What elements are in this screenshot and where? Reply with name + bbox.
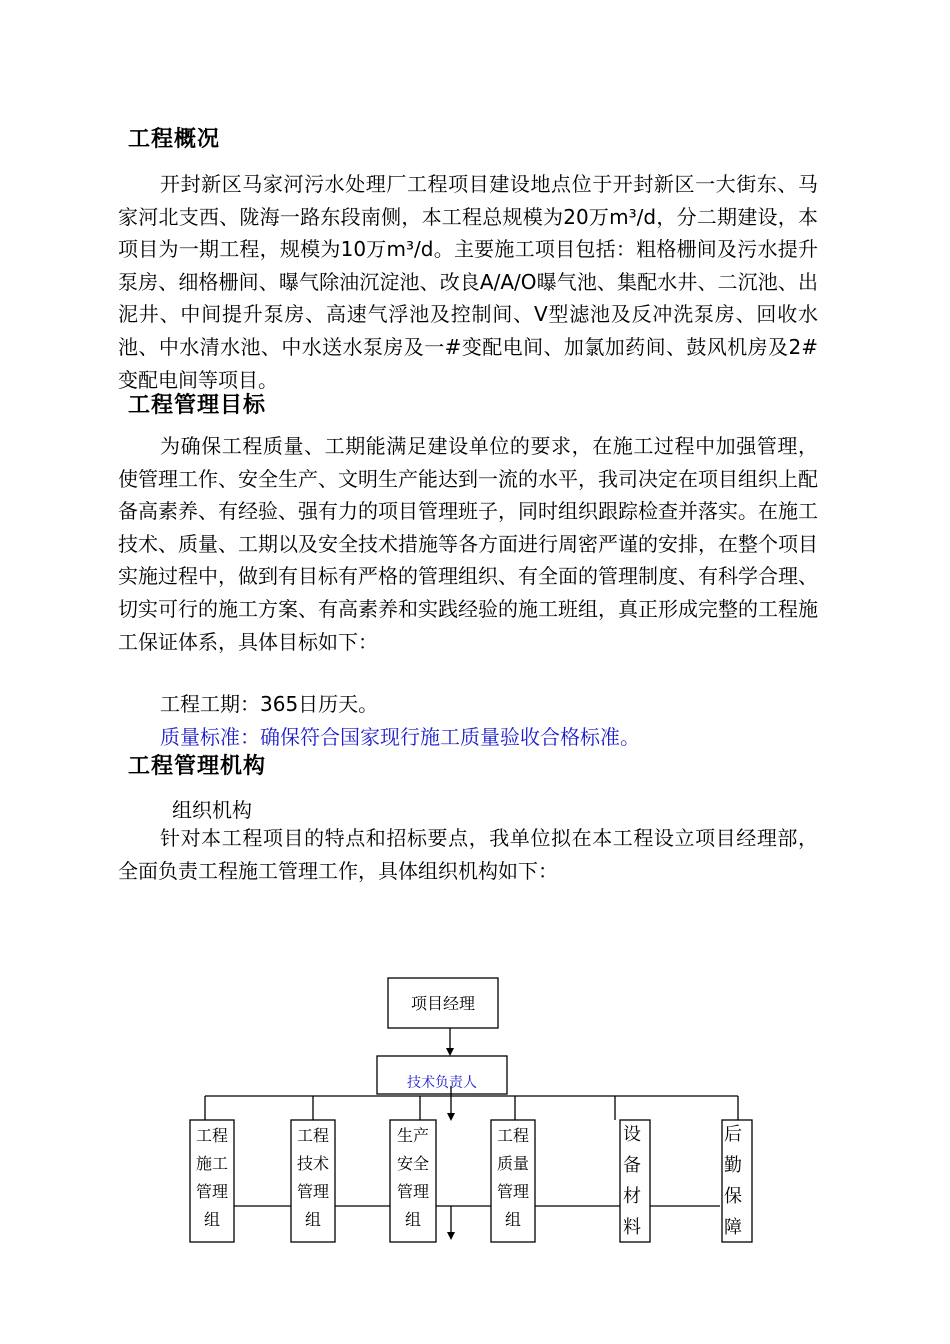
svg-text:管理: 管理 xyxy=(396,1182,430,1201)
svg-text:设: 设 xyxy=(623,1124,641,1145)
svg-text:组: 组 xyxy=(504,1210,522,1229)
svg-text:管理: 管理 xyxy=(195,1182,229,1201)
arrow-head-tech xyxy=(446,1048,454,1056)
org-label-tech-lead: 技术负责人 xyxy=(407,1075,477,1091)
svg-text:组: 组 xyxy=(404,1210,422,1229)
arrow-head-bottom xyxy=(447,1232,455,1240)
quality-standard-line: 质量标准：确保符合国家现行施工质量验收合格标准。 xyxy=(160,725,640,749)
org-label-project-manager: 项目经理 xyxy=(410,994,476,1013)
svg-text:组: 组 xyxy=(304,1210,322,1229)
svg-text:障: 障 xyxy=(724,1217,742,1238)
arrow-head-center xyxy=(447,1113,455,1121)
heading-management-organization: 工程管理机构 xyxy=(128,754,267,779)
svg-text:管理: 管理 xyxy=(296,1182,330,1201)
svg-text:后: 后 xyxy=(724,1124,742,1145)
svg-text:工程: 工程 xyxy=(296,1126,330,1145)
svg-text:材: 材 xyxy=(623,1186,641,1207)
svg-text:备: 备 xyxy=(623,1155,641,1176)
paragraph-project-overview: 开封新区马家河污水处理厂工程项目建设地点位于开封新区一大街东、马家河北支西、陇海一路东段南侧，本工程总规模为20万m³/d，分二期建设，本项目为一期工程，规模为10万m³/d。主要施工项目包括：粗格栅间及污水提升泵房、细格栅间、曝气除油沉淀池、改良A/A/O曝气池、集配水井、二沉池、出泥井、中间提升泵房、高速气浮池及控制间、V型滤池及反冲洗泵房、回收水池、中水清水池、中水送水泵房及一#变配电间、加氯加药间、鼓风机房及2#变配电间等项目。 xyxy=(118,172,818,392)
svg-text:生产: 生产 xyxy=(396,1126,430,1145)
svg-text:安全: 安全 xyxy=(396,1154,430,1173)
paragraph-management-goals: 为确保工程质量、工期能满足建设单位的要求，在施工过程中加强管理，使管理工作、安全生产、文明生产能达到一流的水平，我司决定在项目组织上配备高素养、有经验、强有力的项目管理班子，同时组织跟踪检查并落实。在施工技术、质量、工期以及安全技术措施等各方面进行周密严谨的安排，在整个项目实施过程中，做到有目标有严格的管理组织、有全面的管理制度、有科学合理、切实可行的施工方案、有高素养和实践经验的施工班组，真正形成完整的工程施工保证体系，具体目标如下： xyxy=(118,434,818,654)
schedule-line: 工程工期：365日历天。 xyxy=(160,692,379,716)
svg-text:工程: 工程 xyxy=(195,1126,229,1145)
svg-text:施工: 施工 xyxy=(195,1154,229,1173)
heading-project-overview: 工程概况 xyxy=(128,127,221,152)
svg-text:组: 组 xyxy=(203,1210,221,1229)
svg-text:技术: 技术 xyxy=(296,1154,330,1173)
svg-text:料: 料 xyxy=(623,1217,641,1238)
svg-text:工程: 工程 xyxy=(496,1126,530,1145)
svg-text:勤: 勤 xyxy=(724,1155,742,1176)
svg-text:保: 保 xyxy=(724,1186,742,1207)
svg-text:管理: 管理 xyxy=(496,1182,530,1201)
heading-management-goals: 工程管理目标 xyxy=(128,393,267,418)
svg-text:质量: 质量 xyxy=(496,1154,530,1173)
paragraph-organization: 针对本工程项目的特点和招标要点，我单位拟在本工程设立项目经理部，全面负责工程施工管理工作，具体组织机构如下： xyxy=(118,826,818,883)
subheading-organization: 组织机构 xyxy=(172,798,252,822)
